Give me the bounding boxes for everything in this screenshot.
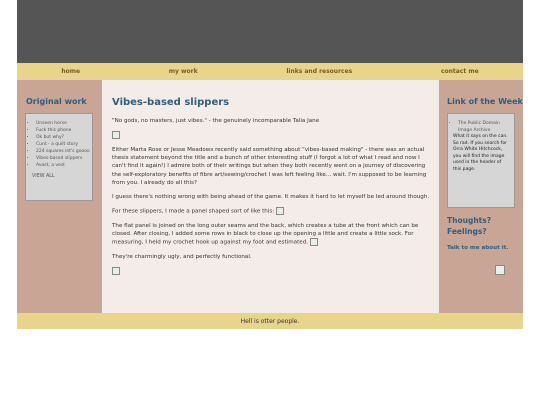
talk-link[interactable]: Talk to me about it. bbox=[447, 245, 509, 251]
work-link-5[interactable]: • 224 squares let's goooo bbox=[36, 148, 92, 155]
right-sidebar bbox=[439, 80, 523, 313]
nav-my-work[interactable]: my work bbox=[168, 68, 198, 75]
work-link-1[interactable]: • Unseen horse bbox=[36, 120, 92, 127]
broken-image-icon bbox=[112, 131, 120, 139]
post-body bbox=[112, 117, 434, 282]
left-sidebar bbox=[17, 80, 102, 313]
link-of-week-link[interactable]: • The Public Domain Image Archive bbox=[458, 120, 514, 134]
work-link-7[interactable]: • Avast, a vest bbox=[36, 162, 92, 169]
content-row bbox=[17, 80, 523, 313]
original-work-box bbox=[25, 113, 93, 201]
nav-links[interactable]: links and resources bbox=[286, 68, 353, 75]
broken-image-icon bbox=[276, 207, 284, 215]
nav-contact[interactable]: contact me bbox=[440, 68, 479, 75]
page-title: Vibes-based slippers bbox=[112, 97, 230, 108]
link-of-week-description: What it says on the can. So rad. If you search for Orra White Hitchcock, you will find the image used in the header of this page. bbox=[453, 134, 508, 172]
work-link-3[interactable]: • Ok but why? bbox=[36, 134, 92, 141]
broken-image-icon bbox=[112, 267, 120, 275]
main-content bbox=[102, 80, 439, 313]
original-work-title: Original work bbox=[26, 97, 87, 106]
paragraph-3: For these slippers, I made a panel shaped sort of like this: bbox=[112, 207, 434, 216]
image-placeholder-1 bbox=[112, 131, 434, 140]
link-of-week-box bbox=[447, 113, 515, 208]
page bbox=[17, 0, 523, 329]
broken-image-icon bbox=[310, 238, 318, 246]
work-link-6[interactable]: • Vibes-based slippers bbox=[36, 155, 92, 162]
broken-image-icon bbox=[495, 265, 505, 275]
quote: "No gods, no masters, just vibes." - the genuinely incomparable Talia Jane bbox=[112, 118, 320, 124]
footer-text: Hell is otter people. bbox=[240, 317, 300, 325]
paragraph-2: I guess there's nothing wrong with being ahead of the game. It makes it hard to let myself be led around though. bbox=[112, 193, 430, 200]
paragraph-4: The flat panel is joined on the long outer seams and the back, which creates a tube at the front which can be closed. After closing, I added some rows in black to close up the opening a little and create a little sock. For measuring, I held my crochet hook up against my foot and estimated. bbox=[112, 222, 419, 246]
paragraph-5: They're charmingly ugly, and perfectly functional. bbox=[112, 253, 252, 260]
image-placeholder-2 bbox=[112, 267, 434, 276]
link-of-week-title: Link of the Week bbox=[447, 97, 523, 106]
paragraph-1: Either Marta Rose or Jesse Meadows recently said something about "vibes-based making" - there was an actual thesis statement beyond the title and a bunch of other interesting stuff (I forgot a lot of what I read and now I can't find it again!) I admire both of their writings but when they both recently went on a journey of discovering the self-exploratory benefits of fibre art/sewing/crochet I was left feeling like... wait. I'm supposed to be learning from you. I already do all this? bbox=[112, 146, 427, 186]
header-banner bbox=[17, 0, 523, 63]
work-link-2[interactable]: • Fuck this phone bbox=[36, 127, 92, 134]
link-of-week-list bbox=[448, 120, 514, 134]
footer bbox=[17, 313, 523, 329]
top-nav bbox=[17, 63, 523, 80]
view-all-link[interactable]: VIEW ALL bbox=[32, 174, 55, 179]
work-link-4[interactable]: • Cunt - a quilt story bbox=[36, 141, 92, 148]
thoughts-heading: Thoughts? Feelings? bbox=[447, 216, 492, 236]
original-work-list bbox=[26, 120, 92, 169]
nav-home[interactable]: home bbox=[61, 68, 81, 75]
